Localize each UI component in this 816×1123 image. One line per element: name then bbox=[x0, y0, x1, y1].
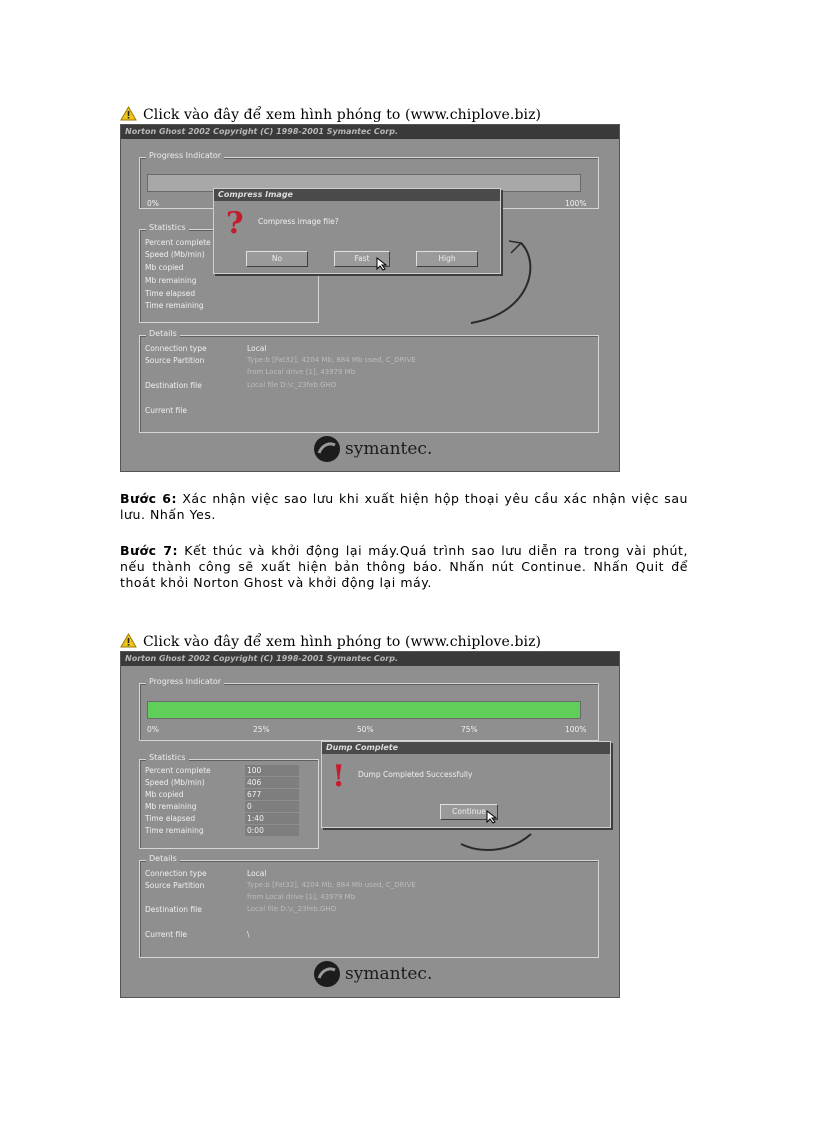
stat-value: 1:40 bbox=[245, 813, 299, 824]
symantec-logo bbox=[313, 960, 432, 988]
stat-label: Speed (Mb/min) bbox=[145, 250, 205, 259]
stat-value: 677 bbox=[245, 789, 299, 800]
detail-value: Local bbox=[247, 869, 267, 878]
image-caption-1[interactable] bbox=[120, 106, 541, 123]
detail-value: Local file D:\c_23feb.GHO bbox=[247, 381, 337, 389]
symantec-logo-icon bbox=[313, 960, 341, 988]
step-7-paragraph bbox=[120, 543, 688, 591]
stat-value: 0:00 bbox=[245, 825, 299, 836]
stat-value: 0 bbox=[245, 801, 299, 812]
question-icon: ? bbox=[226, 206, 244, 241]
ghost-screenshot-compress[interactable] bbox=[120, 124, 620, 472]
caption-1-text: Click vào đây để xem hình phóng to (www.chiplove.biz) bbox=[143, 107, 542, 123]
stat-label: Mb copied bbox=[145, 263, 184, 272]
exclamation-icon: ! bbox=[332, 759, 346, 794]
progress-bar bbox=[147, 701, 581, 719]
stat-label: Speed (Mb/min) bbox=[145, 778, 205, 787]
dump-complete-dialog bbox=[321, 741, 611, 828]
scale-tick: 0% bbox=[147, 725, 159, 734]
details-group bbox=[139, 854, 599, 958]
no-button[interactable]: No bbox=[246, 251, 308, 267]
detail-label: Connection type bbox=[145, 869, 207, 878]
stat-label: Mb remaining bbox=[145, 802, 197, 811]
detail-label: Source Partition bbox=[145, 881, 205, 890]
progress-indicator-label: Progress Indicator bbox=[146, 151, 224, 160]
symantec-logo bbox=[313, 435, 432, 463]
detail-label: Destination file bbox=[145, 905, 202, 914]
stat-value: 100 bbox=[245, 765, 299, 776]
warning-icon bbox=[120, 633, 137, 648]
detail-value: \ bbox=[247, 930, 250, 939]
stat-label: Time remaining bbox=[145, 301, 204, 310]
progress-bar-fill bbox=[148, 702, 580, 718]
mouse-cursor-icon bbox=[376, 257, 388, 271]
high-button[interactable]: High bbox=[416, 251, 478, 267]
progress-indicator-label: Progress Indicator bbox=[146, 677, 224, 686]
dialog-message: Dump Completed Successfully bbox=[358, 770, 473, 779]
compress-image-dialog bbox=[213, 188, 501, 274]
statistics-label: Statistics bbox=[146, 753, 189, 762]
stat-label: Time remaining bbox=[145, 826, 204, 835]
stat-label: Percent complete bbox=[145, 766, 211, 775]
step-6-text: Xác nhận việc sao lưu khi xuất hiện hộp thoại yêu cầu xác nhận việc sau lưu. Nhấn Yes. bbox=[120, 491, 689, 522]
step-7-label: Bước 7: bbox=[120, 543, 179, 558]
detail-value: Local bbox=[247, 344, 267, 353]
mouse-cursor-icon bbox=[486, 810, 498, 824]
detail-label: Connection type bbox=[145, 344, 207, 353]
details-label: Details bbox=[146, 329, 180, 338]
scale-end: 100% bbox=[565, 199, 587, 208]
symantec-logo-icon bbox=[313, 435, 341, 463]
warning-icon bbox=[120, 106, 137, 121]
stat-label: Mb remaining bbox=[145, 276, 197, 285]
detail-label: Current file bbox=[145, 406, 187, 415]
step-6-label: Bước 6: bbox=[120, 491, 178, 506]
detail-value: Type:b [Fat32], 4204 Mb, 884 Mb used, C_DRIVE bbox=[247, 881, 416, 889]
detail-label: Destination file bbox=[145, 381, 202, 390]
detail-label: Current file bbox=[145, 930, 187, 939]
detail-value: Local file D:\c_23feb.GHO bbox=[247, 905, 337, 913]
ghost-title-bar: Norton Ghost 2002 Copyright (C) 1998-2001 Symantec Corp. bbox=[121, 652, 619, 666]
details-group bbox=[139, 329, 599, 433]
dialog-title: Dump Complete bbox=[322, 742, 610, 754]
scale-tick: 100% bbox=[565, 725, 587, 734]
detail-value: from Local drive [1], 43979 Mb bbox=[247, 368, 356, 376]
detail-value: Type:b [Fat32], 4204 Mb, 884 Mb used, C_DRIVE bbox=[247, 356, 416, 364]
scale-tick: 75% bbox=[461, 725, 478, 734]
dialog-title: Compress Image bbox=[214, 189, 500, 201]
detail-value: from Local drive [1], 43979 Mb bbox=[247, 893, 356, 901]
image-caption-2[interactable] bbox=[120, 633, 541, 650]
ghost-screenshot-complete[interactable] bbox=[120, 651, 620, 998]
caption-2-text: Click vào đây để xem hình phóng to (www.chiplove.biz) bbox=[143, 634, 542, 650]
step-7-text: Kết thúc và khởi động lại máy.Quá trình sao lưu diễn ra trong vài phút, nếu thành công sẽ xuất hiện bản thông báo. Nhấn nút Continue. Nhấn Quit để thoát khỏi Norton Ghost và khởi động lại máy. bbox=[120, 543, 688, 590]
fast-button[interactable]: Fast bbox=[334, 251, 390, 267]
dialog-message: Compress image file? bbox=[258, 217, 339, 226]
scale-tick: 25% bbox=[253, 725, 270, 734]
details-label: Details bbox=[146, 854, 180, 863]
stat-label: Mb copied bbox=[145, 790, 184, 799]
symantec-logo-text: symantec. bbox=[345, 964, 433, 984]
stat-value: 406 bbox=[245, 777, 299, 788]
swoosh-decoration bbox=[451, 822, 551, 862]
continue-button[interactable]: Continue bbox=[440, 804, 498, 820]
stat-label: Time elapsed bbox=[145, 814, 196, 823]
stat-label: Percent complete bbox=[145, 238, 211, 247]
scale-start: 0% bbox=[147, 199, 159, 208]
detail-label: Source Partition bbox=[145, 356, 205, 365]
ghost-title-bar: Norton Ghost 2002 Copyright (C) 1998-2001 Symantec Corp. bbox=[121, 125, 619, 139]
symantec-logo-text: symantec. bbox=[345, 439, 433, 459]
step-6-paragraph bbox=[120, 491, 688, 523]
stat-label: Time elapsed bbox=[145, 289, 196, 298]
statistics-label: Statistics bbox=[146, 223, 189, 232]
scale-tick: 50% bbox=[357, 725, 374, 734]
